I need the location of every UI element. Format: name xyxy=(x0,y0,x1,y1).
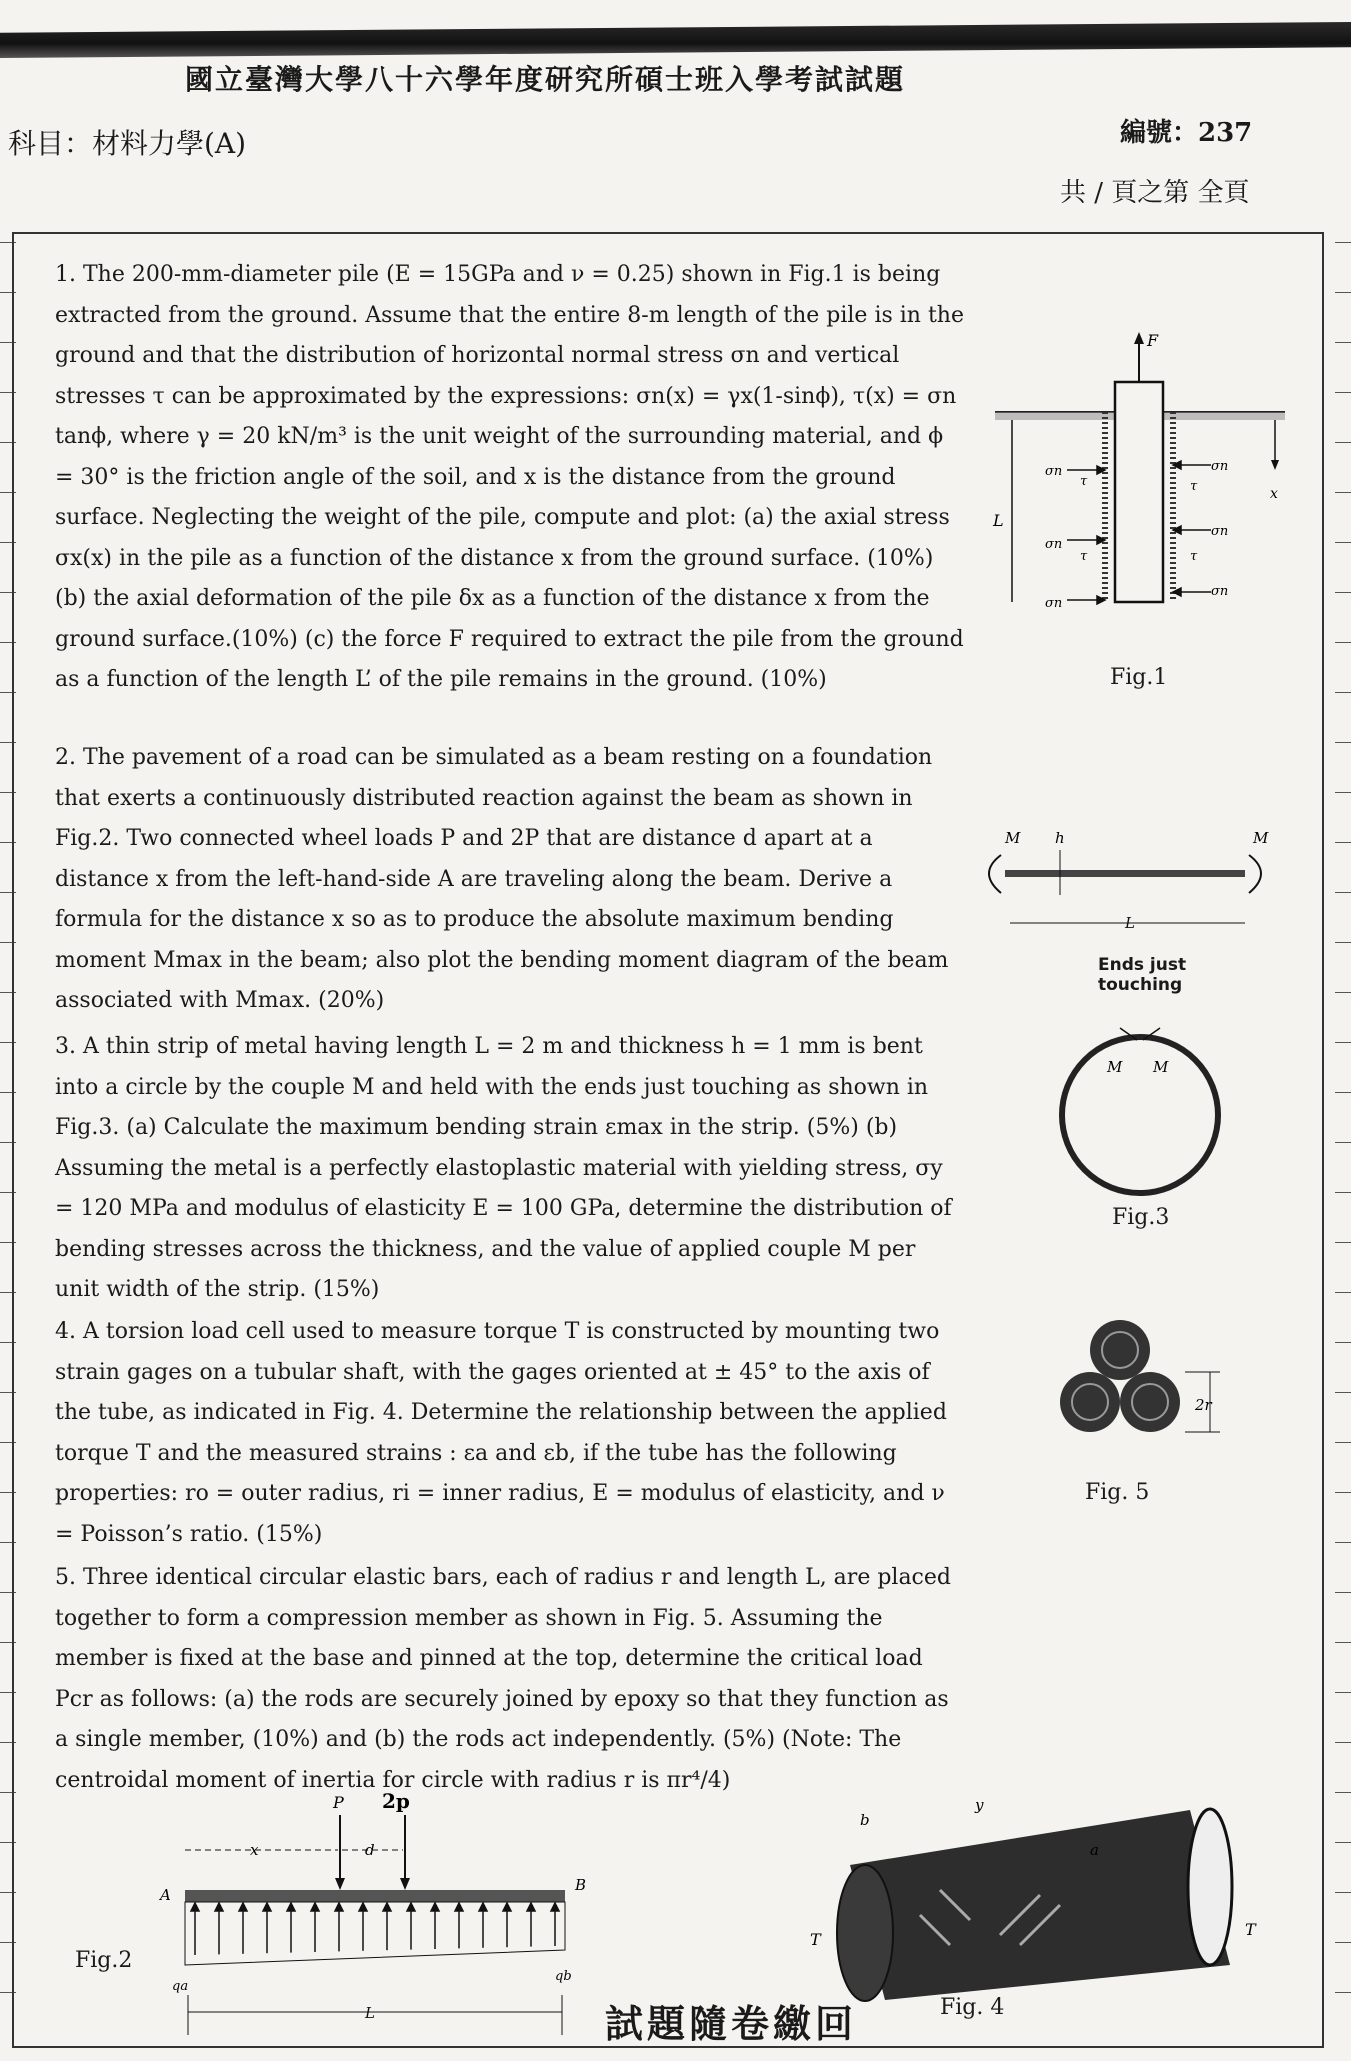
margin-tick xyxy=(1335,442,1351,443)
margin-tick xyxy=(1335,742,1351,743)
margin-tick xyxy=(1335,1242,1351,1243)
question-2: 2. The pavement of a road can be simulated as a beam resting on a foundation that exerts a continuously distributed reaction against the beam as shown in Fig.2. Two connected wheel loads P and 2P that are distance d apart at a distance x from the left-hand-side A are traveling along the beam. Derive a formula for the distance x so as to produce the absolute maximum bending moment Mmax in the beam; also plot the bending moment diagram of the beam associated with Mmax. (20%) xyxy=(55,745,949,1013)
ring-moment-label-right: M xyxy=(1153,1058,1169,1076)
margin-tick xyxy=(1335,842,1351,843)
margin-tick xyxy=(1335,342,1351,343)
margin-tick xyxy=(1335,1842,1351,1843)
reaction-arrowhead xyxy=(359,1903,367,1911)
margin-tick xyxy=(1335,1692,1351,1693)
fig4-torque-left-label: T xyxy=(810,1930,821,1949)
margin-tick xyxy=(1335,1642,1351,1643)
reaction-arrowhead xyxy=(431,1903,439,1911)
reaction-arrowhead xyxy=(551,1903,559,1911)
fig1-sigma-label-4: σn xyxy=(1211,459,1229,474)
margin-tick xyxy=(1335,1192,1351,1193)
fig4-tube-diagram xyxy=(790,1785,1270,2015)
fig1-tau-label-1: τ xyxy=(1080,474,1088,489)
fig2-B-label: B xyxy=(575,1876,587,1894)
return-with-paper-stamp: 試題隨卷繳回 xyxy=(605,2001,858,2046)
fig1-pile-diagram xyxy=(985,330,1295,630)
fig1-tau-label-3: τ xyxy=(1190,479,1198,494)
reaction-arrowhead xyxy=(383,1903,391,1911)
strip-length-label: L xyxy=(1125,914,1135,932)
fig2-d-label: d xyxy=(365,1841,375,1859)
margin-tick xyxy=(1335,1742,1351,1743)
reaction-arrowhead xyxy=(215,1903,223,1911)
fig3-strip-diagram xyxy=(975,825,1295,965)
margin-tick xyxy=(1335,892,1351,893)
fig4-y-label: y xyxy=(975,1796,984,1814)
margin-tick xyxy=(1335,492,1351,493)
fig1-tau-label-2: τ xyxy=(1080,549,1088,564)
reaction-arrowhead xyxy=(263,1903,271,1911)
reaction-arrowhead xyxy=(239,1903,247,1911)
fig1-caption: Fig.1 xyxy=(1110,665,1168,690)
margin-tick xyxy=(1335,1892,1351,1893)
fig1-sigma-label-5: σn xyxy=(1211,524,1229,539)
fig2-load-P-label: P xyxy=(333,1793,344,1812)
fig5-bars-diagram xyxy=(1045,1310,1245,1460)
margin-tick xyxy=(1335,1142,1351,1143)
fig2-x-label: x xyxy=(250,1841,259,1859)
right-margin-ticks xyxy=(1335,232,1351,2044)
margin-tick xyxy=(1335,1042,1351,1043)
reaction-arrowhead xyxy=(527,1903,535,1911)
question-1: 1. The 200-mm-diameter pile (E = 15GPa and ν = 0.25) shown in Fig.1 is being extracted from the ground. Assume that the entire 8-m length of the pile is in the ground and that the distribution of horizontal normal stress σn and vertical stresses τ can be approximated by the expressions: σn(x) = γx(1-sinϕ), τ(x) = σn tanϕ, where γ = 20 kN/m³ is the unit weight of the surrounding material, and ϕ = 30° is the friction angle of the soil, and x is the distance from the ground surface. Neglecting the weight of the pile, compute and plot: (a) the axial stress σx(x) in the pile as a function of the distance x from the ground surface. (10%) (b) the axial deformation of the pile δx as a function of the distance x from the ground surface.(10%) (c) the force F required to extract the pile from the ground as a function of the length L’ of the pile remains in the ground. (10%) xyxy=(55,262,964,692)
margin-tick xyxy=(1335,1592,1351,1593)
fig2-A-label: A xyxy=(160,1886,171,1904)
page-count: 共 / 頁之第 全頁 xyxy=(1060,178,1250,208)
fig2-qa-label: qa xyxy=(172,1979,189,1994)
margin-tick xyxy=(1335,642,1351,643)
fig1-tau-label-4: τ xyxy=(1190,549,1198,564)
scan-header-bar xyxy=(0,22,1351,58)
question-3: 3. A thin strip of metal having length L = 2 m and thickness h = 1 mm is bent into a circle by the couple M and held with the ends just touching as shown in Fig.3. (a) Calculate the maximum bending strain εmax in the strip. (5%) (b) Assuming the metal is a perfectly elastoplastic material with yielding stress, σy = 120 MPa and modulus of elasticity E = 100 GPa, determine the distribution of bending stresses across the thickness, and the value of applied couple M per unit width of the strip. (15%) xyxy=(55,1034,952,1302)
reaction-arrowhead xyxy=(455,1903,463,1911)
margin-tick xyxy=(1335,542,1351,543)
fig2-qb-label: qb xyxy=(555,1969,572,1984)
reaction-arrowhead xyxy=(335,1903,343,1911)
margin-tick xyxy=(1335,392,1351,393)
reaction-arrowhead xyxy=(191,1903,199,1911)
strip-moment-label-left: M xyxy=(1005,829,1021,847)
fig1-sigma-label-6: σn xyxy=(1211,584,1229,599)
fig1-sigma-label-2: σn xyxy=(1045,537,1063,552)
margin-tick xyxy=(1335,242,1351,243)
fig2-caption: Fig.2 xyxy=(75,1948,133,1973)
reaction-arrowhead xyxy=(479,1903,487,1911)
fig2-load-2P-label: 2p xyxy=(382,1790,410,1813)
margin-tick xyxy=(1335,1092,1351,1093)
fig1-sigma-label-3: σn xyxy=(1045,596,1063,611)
subject-label: 科目：材料力學(A) xyxy=(8,127,247,160)
strip-moment-label-right: M xyxy=(1253,829,1269,847)
margin-tick xyxy=(1335,992,1351,993)
margin-tick xyxy=(1335,1792,1351,1793)
reaction-arrowhead xyxy=(407,1903,415,1911)
margin-tick xyxy=(1335,692,1351,693)
margin-tick xyxy=(1335,792,1351,793)
ends-touching-note: Ends just touching xyxy=(1098,955,1187,995)
fig1-force-label: F xyxy=(1147,331,1159,350)
fig1-x-label: x xyxy=(1270,486,1278,502)
margin-tick xyxy=(1335,1442,1351,1443)
margin-tick xyxy=(1335,1342,1351,1343)
reaction-arrowhead xyxy=(311,1903,319,1911)
margin-tick xyxy=(1335,1992,1351,1993)
margin-tick xyxy=(1335,1392,1351,1393)
fig4-gage-b-label: b xyxy=(860,1811,870,1829)
reaction-arrowhead xyxy=(287,1903,295,1911)
strip-thickness-label: h xyxy=(1055,829,1065,847)
question-5: 5. Three identical circular elastic bars, each of radius r and length L, are placed together to form a compression member as shown in Fig. 5. Assuming the member is fixed at the base and pinned at the top, determine the critical load Pcr as follows: (a) the rods are securely joined by epoxy so that they function as a single member, (10%) and (b) the rods act independently. (5%) (Note: The centroidal moment of inertia for circle with radius r is πr⁴/4) xyxy=(55,1565,951,1793)
margin-tick xyxy=(1335,292,1351,293)
margin-tick xyxy=(1335,942,1351,943)
fig1-length-label: L xyxy=(993,511,1004,530)
fig4-torque-right-label: T xyxy=(1245,1920,1256,1939)
margin-tick xyxy=(1335,1542,1351,1543)
fig2-length-label: L xyxy=(365,2004,375,2022)
fig4-gage-a-label: a xyxy=(1090,1841,1099,1859)
fig4-caption: Fig. 4 xyxy=(940,1995,1005,2020)
question-4: 4. A torsion load cell used to measure torque T is constructed by mounting two strain gages on a tubular shaft, with the gages oriented at ± 45° to the axis of the tube, as indicated in Fig. 4. Determine the relationship between the applied torque T and the measured strains : εa and εb, if the tube has the following properties: ro = outer radius, ri = inner radius, E = modulus of elasticity, and ν = Poisson’s ratio. (15%) xyxy=(55,1319,947,1547)
margin-tick xyxy=(1335,592,1351,593)
ring-moment-label-left: M xyxy=(1107,1058,1123,1076)
exam-title: 國立臺灣大學八十六學年度研究所碩士班入學考試試題 xyxy=(185,63,906,96)
fig3-ring-diagram xyxy=(1045,1010,1235,1210)
fig5-dim-label: 2r xyxy=(1195,1396,1212,1414)
reaction-arrowhead xyxy=(503,1903,511,1911)
exam-code: 編號：237 xyxy=(1120,118,1253,148)
margin-tick xyxy=(1335,1942,1351,1943)
margin-tick xyxy=(1335,1292,1351,1293)
fig3-caption: Fig.3 xyxy=(1112,1205,1170,1230)
fig2-beam-diagram xyxy=(150,1790,610,2060)
fig5-caption: Fig. 5 xyxy=(1085,1480,1150,1505)
fig1-sigma-label-1: σn xyxy=(1045,464,1063,479)
margin-tick xyxy=(1335,1492,1351,1493)
